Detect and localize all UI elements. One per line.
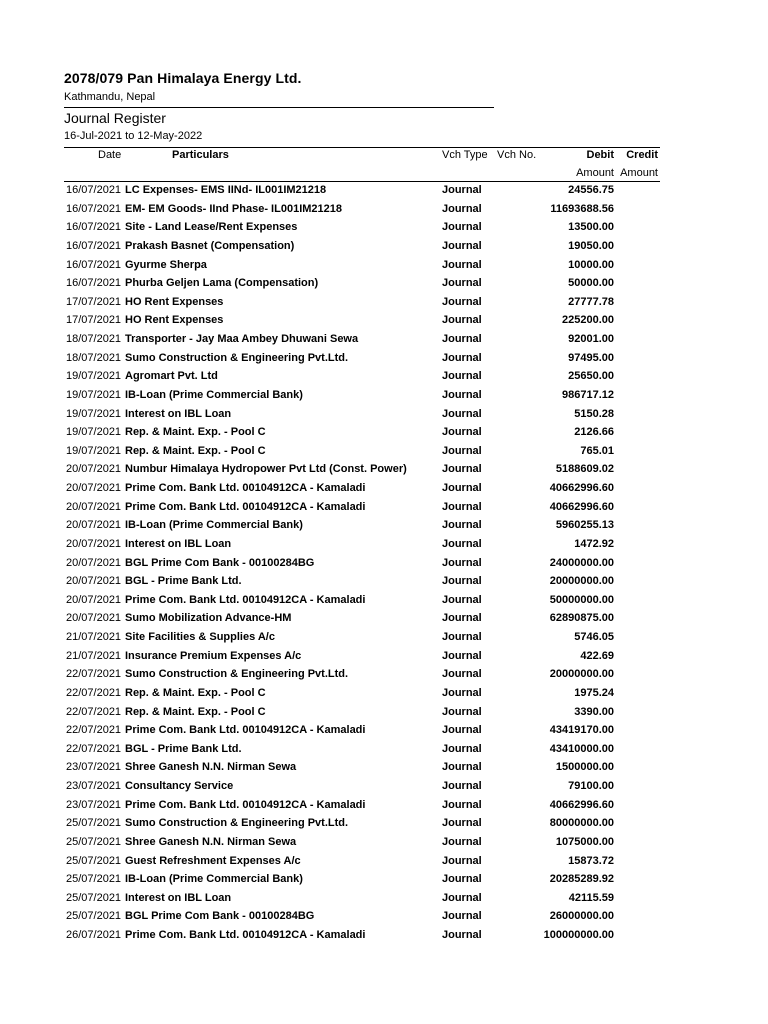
entry-vch-type: Journal	[442, 295, 482, 308]
entry-particulars: Gyurme Sherpa	[125, 258, 207, 271]
table-row	[0, 368, 768, 387]
table-row	[0, 648, 768, 667]
entry-date: 23/07/2021	[66, 761, 122, 774]
entry-debit-amount: 80000000.00	[549, 817, 614, 830]
table-row	[0, 704, 768, 723]
entry-debit-amount: 20000000.00	[549, 575, 614, 588]
entry-particulars: Agromart Pvt. Ltd	[125, 370, 218, 383]
entry-debit-amount: 5150.28	[574, 407, 614, 420]
table-row	[0, 424, 768, 443]
entry-particulars: Prime Com. Bank Ltd. 00104912CA - Kamaladi	[125, 482, 366, 494]
entry-debit-amount: 43410000.00	[549, 742, 614, 755]
entry-debit-amount: 10000.00	[568, 258, 614, 271]
entry-particulars: Sumo Construction & Engineering Pvt.Ltd.	[125, 817, 349, 830]
entry-vch-type: Journal	[442, 742, 482, 755]
entry-vch-type: Journal	[442, 202, 482, 215]
entry-debit-amount: 24000000.00	[549, 556, 614, 569]
table-row	[0, 238, 768, 257]
table-row	[0, 610, 768, 629]
entry-particulars: Transporter - Jay Maa Ambey Dhuwani Sewa	[125, 333, 359, 345]
entry-particulars: Prime Com. Bank Ltd. 00104912CA - Kamaladi	[125, 929, 366, 941]
table-row	[0, 834, 768, 853]
table-row	[0, 182, 768, 201]
entry-vch-type: Journal	[442, 761, 482, 774]
table-row	[0, 890, 768, 909]
entry-particulars: EM- EM Goods- IInd Phase- IL001IM21218	[125, 202, 342, 215]
entry-vch-type: Journal	[442, 333, 482, 345]
entry-particulars: Numbur Himalaya Hydropower Pvt Ltd (Const. Power)	[125, 463, 407, 476]
table-row	[0, 573, 768, 592]
entry-particulars: Guest Refreshment Expenses A/c	[125, 854, 301, 867]
entry-date: 20/07/2021	[66, 556, 122, 569]
company-location: Kathmandu, Nepal	[64, 91, 156, 103]
report-period: 16-Jul-2021 to 12-May-2022	[64, 130, 203, 142]
entry-vch-type: Journal	[442, 929, 482, 941]
column-header-date: Date	[98, 149, 122, 161]
table-row	[0, 201, 768, 220]
entry-vch-type: Journal	[442, 780, 482, 792]
table-row	[0, 350, 768, 369]
entry-date: 16/07/2021	[66, 239, 122, 252]
table-row	[0, 387, 768, 406]
entry-debit-amount: 1075000.00	[555, 835, 614, 848]
entry-vch-type: Journal	[442, 854, 482, 867]
entry-vch-type: Journal	[442, 649, 482, 662]
entry-particulars: Insurance Premium Expenses A/c	[125, 649, 302, 662]
entry-vch-type: Journal	[442, 817, 482, 830]
table-row	[0, 499, 768, 518]
entry-date: 22/07/2021	[66, 742, 122, 755]
entry-particulars: Prakash Basnet (Compensation)	[125, 239, 295, 252]
entry-particulars: Sumo Mobilization Advance-HM	[125, 612, 292, 625]
entry-debit-amount: 225200.00	[562, 314, 614, 327]
entry-debit-amount: 20000000.00	[549, 668, 614, 681]
entry-vch-type: Journal	[442, 426, 482, 439]
entry-vch-type: Journal	[442, 463, 482, 476]
entry-vch-type: Journal	[442, 519, 482, 532]
entry-particulars: Rep. & Maint. Exp. - Pool C	[125, 705, 266, 718]
entry-date: 25/07/2021	[66, 873, 122, 886]
entry-particulars: BGL Prime Com Bank - 00100284BG	[125, 910, 315, 923]
entry-debit-amount: 50000.00	[568, 277, 614, 290]
entry-date: 25/07/2021	[66, 835, 122, 848]
entry-debit-amount: 5960255.13	[555, 519, 614, 532]
entry-vch-type: Journal	[442, 556, 482, 569]
entry-particulars: BGL - Prime Bank Ltd.	[125, 742, 242, 755]
entry-date: 21/07/2021	[66, 649, 122, 662]
entry-vch-type: Journal	[442, 724, 482, 737]
entry-vch-type: Journal	[442, 668, 482, 681]
table-row	[0, 406, 768, 425]
entry-particulars: HO Rent Expenses	[125, 314, 224, 327]
entry-date: 18/07/2021	[66, 333, 122, 345]
entry-vch-type: Journal	[442, 910, 482, 923]
entry-date: 22/07/2021	[66, 686, 122, 699]
entry-date: 17/07/2021	[66, 314, 122, 327]
entry-date: 19/07/2021	[66, 407, 122, 420]
header-divider	[64, 107, 494, 108]
entry-debit-amount: 79100.00	[568, 780, 614, 792]
entry-date: 20/07/2021	[66, 575, 122, 588]
entry-vch-type: Journal	[442, 631, 482, 643]
entry-debit-amount: 765.01	[580, 444, 614, 457]
entry-date: 25/07/2021	[66, 891, 122, 904]
entry-particulars: Sumo Construction & Engineering Pvt.Ltd.	[125, 351, 349, 364]
entry-particulars: HO Rent Expenses	[125, 295, 224, 308]
table-row	[0, 778, 768, 797]
entry-date: 23/07/2021	[66, 780, 122, 792]
entry-date: 16/07/2021	[66, 202, 122, 215]
entry-date: 19/07/2021	[66, 426, 122, 439]
entry-date: 25/07/2021	[66, 817, 122, 830]
entry-date: 19/07/2021	[66, 444, 122, 457]
entry-vch-type: Journal	[442, 221, 482, 234]
table-row	[0, 312, 768, 331]
entry-particulars: Prime Com. Bank Ltd. 00104912CA - Kamaladi	[125, 798, 366, 811]
entry-date: 19/07/2021	[66, 370, 122, 383]
entry-particulars: Interest on IBL Loan	[125, 407, 232, 420]
table-row	[0, 294, 768, 313]
entry-debit-amount: 19050.00	[568, 239, 614, 252]
entry-particulars: IB-Loan (Prime Commercial Bank)	[125, 519, 303, 532]
entry-date: 22/07/2021	[66, 705, 122, 718]
entry-particulars: Rep. & Maint. Exp. - Pool C	[125, 444, 266, 457]
entry-particulars: Prime Com. Bank Ltd. 00104912CA - Kamaladi	[125, 500, 366, 513]
table-top-divider	[64, 147, 660, 148]
entry-particulars: IB-Loan (Prime Commercial Bank)	[125, 388, 303, 401]
entry-particulars: Shree Ganesh N.N. Nirman Sewa	[125, 835, 297, 848]
table-row	[0, 461, 768, 480]
entry-vch-type: Journal	[442, 612, 482, 625]
entry-debit-amount: 986717.12	[562, 388, 614, 401]
entry-particulars: Phurba Geljen Lama (Compensation)	[125, 277, 319, 290]
entry-debit-amount: 92001.00	[568, 333, 614, 345]
entry-particulars: Site Facilities & Supplies A/c	[125, 631, 275, 643]
entry-vch-type: Journal	[442, 388, 482, 401]
journal-entries	[0, 182, 768, 946]
entry-date: 16/07/2021	[66, 184, 122, 196]
entry-particulars: Sumo Construction & Engineering Pvt.Ltd.	[125, 668, 349, 681]
column-subheader-credit-amount: Amount	[620, 167, 658, 179]
entry-date: 20/07/2021	[66, 537, 122, 550]
table-row	[0, 871, 768, 890]
entry-particulars: Prime Com. Bank Ltd. 00104912CA - Kamaladi	[125, 593, 366, 606]
entry-vch-type: Journal	[442, 351, 482, 364]
entry-debit-amount: 50000000.00	[549, 593, 614, 606]
table-row	[0, 275, 768, 294]
entry-date: 20/07/2021	[66, 463, 122, 476]
table-row	[0, 629, 768, 648]
entry-debit-amount: 1975.24	[574, 686, 614, 699]
entry-debit-amount: 15873.72	[568, 854, 614, 867]
entry-particulars: Rep. & Maint. Exp. - Pool C	[125, 686, 266, 699]
entry-date: 18/07/2021	[66, 351, 122, 364]
entry-vch-type: Journal	[442, 537, 482, 550]
entry-particulars: LC Expenses- EMS IINd- IL001IM21218	[125, 184, 327, 196]
report-title: Journal Register	[64, 110, 166, 126]
entry-debit-amount: 24556.75	[568, 184, 614, 196]
entry-date: 26/07/2021	[66, 929, 122, 941]
entry-date: 21/07/2021	[66, 631, 122, 643]
entry-particulars: BGL Prime Com Bank - 00100284BG	[125, 556, 315, 569]
table-row	[0, 853, 768, 872]
entry-vch-type: Journal	[442, 239, 482, 252]
table-row	[0, 685, 768, 704]
entry-particulars: IB-Loan (Prime Commercial Bank)	[125, 873, 303, 886]
entry-date: 25/07/2021	[66, 910, 122, 923]
column-header-vch-no: Vch No.	[497, 149, 537, 161]
entry-vch-type: Journal	[442, 444, 482, 457]
entry-debit-amount: 40662996.60	[549, 482, 614, 494]
entry-debit-amount: 27777.78	[568, 295, 614, 308]
column-subheader-debit-amount: Amount	[576, 167, 614, 179]
entry-date: 22/07/2021	[66, 668, 122, 681]
entry-vch-type: Journal	[442, 705, 482, 718]
entry-debit-amount: 2126.66	[574, 426, 614, 439]
entry-vch-type: Journal	[442, 500, 482, 513]
entry-date: 16/07/2021	[66, 258, 122, 271]
entry-debit-amount: 422.69	[580, 649, 614, 662]
entry-debit-amount: 13500.00	[568, 221, 614, 234]
table-row	[0, 555, 768, 574]
entry-debit-amount: 1472.92	[574, 537, 614, 550]
entry-date: 16/07/2021	[66, 221, 122, 234]
entry-date: 20/07/2021	[66, 612, 122, 625]
entry-vch-type: Journal	[442, 798, 482, 811]
table-row	[0, 666, 768, 685]
entry-particulars: Consultancy Service	[125, 780, 234, 792]
table-row	[0, 741, 768, 760]
entry-debit-amount: 40662996.60	[549, 500, 614, 513]
table-row	[0, 219, 768, 238]
entry-vch-type: Journal	[442, 258, 482, 271]
entry-debit-amount: 42115.59	[568, 891, 614, 904]
entry-debit-amount: 3390.00	[574, 705, 614, 718]
entry-vch-type: Journal	[442, 873, 482, 886]
entry-vch-type: Journal	[442, 407, 482, 420]
entry-particulars: Shree Ganesh N.N. Nirman Sewa	[125, 761, 297, 774]
entry-vch-type: Journal	[442, 314, 482, 327]
entry-date: 20/07/2021	[66, 500, 122, 513]
entry-vch-type: Journal	[442, 835, 482, 848]
table-row	[0, 257, 768, 276]
entry-particulars: Rep. & Maint. Exp. - Pool C	[125, 426, 266, 439]
entry-date: 20/07/2021	[66, 593, 122, 606]
column-header-vch-type: Vch Type	[442, 149, 488, 161]
table-row	[0, 815, 768, 834]
table-row	[0, 927, 768, 946]
entry-debit-amount: 97495.00	[568, 351, 614, 364]
entry-particulars: BGL - Prime Bank Ltd.	[125, 575, 242, 588]
entry-debit-amount: 11693688.56	[550, 202, 614, 215]
entry-particulars: Site - Land Lease/Rent Expenses	[125, 221, 298, 234]
entry-vch-type: Journal	[442, 184, 482, 196]
entry-debit-amount: 5188609.02	[555, 463, 614, 476]
entry-date: 16/07/2021	[66, 277, 122, 290]
entry-particulars: Interest on IBL Loan	[125, 891, 232, 904]
entry-date: 23/07/2021	[66, 798, 122, 811]
table-row	[0, 517, 768, 536]
entry-date: 22/07/2021	[66, 724, 122, 737]
entry-debit-amount: 5746.05	[574, 631, 614, 643]
entry-debit-amount: 20285289.92	[549, 873, 614, 886]
table-row	[0, 908, 768, 927]
entry-debit-amount: 25650.00	[568, 370, 614, 383]
table-row	[0, 331, 768, 350]
entry-debit-amount: 43419170.00	[549, 724, 614, 737]
table-row	[0, 759, 768, 778]
column-header-credit: Credit	[626, 149, 658, 161]
table-row	[0, 536, 768, 555]
company-name: 2078/079 Pan Himalaya Energy Ltd.	[64, 70, 302, 86]
column-header-particulars: Particulars	[172, 149, 229, 161]
table-row	[0, 722, 768, 741]
entry-date: 20/07/2021	[66, 519, 122, 532]
entry-debit-amount: 100000000.00	[543, 929, 614, 941]
table-row	[0, 797, 768, 816]
entry-vch-type: Journal	[442, 593, 482, 606]
entry-date: 25/07/2021	[66, 854, 122, 867]
table-row	[0, 592, 768, 611]
column-header-debit: Debit	[586, 149, 614, 161]
entry-debit-amount: 40662996.60	[549, 798, 614, 811]
entry-date: 17/07/2021	[66, 295, 122, 308]
table-row	[0, 480, 768, 499]
entry-vch-type: Journal	[442, 575, 482, 588]
entry-debit-amount: 1500000.00	[555, 761, 614, 774]
entry-vch-type: Journal	[442, 891, 482, 904]
entry-date: 19/07/2021	[66, 388, 122, 401]
entry-vch-type: Journal	[442, 482, 482, 494]
entry-vch-type: Journal	[442, 686, 482, 699]
entry-vch-type: Journal	[442, 370, 482, 383]
entry-particulars: Prime Com. Bank Ltd. 00104912CA - Kamaladi	[125, 724, 366, 737]
entry-date: 20/07/2021	[66, 482, 122, 494]
entry-debit-amount: 26000000.00	[549, 910, 614, 923]
entry-vch-type: Journal	[442, 277, 482, 290]
table-row	[0, 443, 768, 462]
entry-particulars: Interest on IBL Loan	[125, 537, 232, 550]
entry-debit-amount: 62890875.00	[549, 612, 614, 625]
